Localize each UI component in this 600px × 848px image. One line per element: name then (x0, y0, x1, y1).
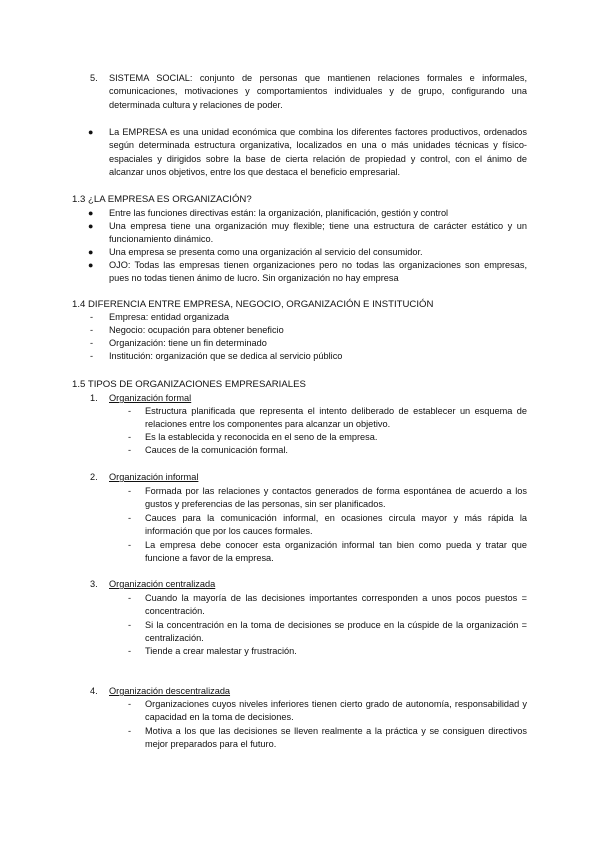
s13-item-4: OJO: Todas las empresas tienen organizaciones pero no todas las organizaciones son empresas, pues no todas tienen ánimo de lucro. Sin organización no hay empresa (109, 260, 527, 284)
t3-dash-3: - (128, 646, 132, 656)
t1-point-3: Cauces de la comunicación formal. (145, 445, 288, 455)
type-4-name: Organización descentralizada (109, 686, 231, 696)
s14-item-3: Organización: tiene un fin determinado (109, 338, 267, 348)
type-3-name: Organización centralizada (109, 579, 216, 589)
empresa-bullet-marker: ● (88, 127, 94, 137)
t2-point-1: Formada por las relaciones y contactos generados de forma espontánea de acuerdo a los gustos y preferencias de las personas, sin ser planificados. (145, 486, 527, 510)
type-2-name: Organización informal (109, 472, 199, 482)
s14-item-1: Empresa: entidad organizada (109, 312, 230, 322)
t3-point-3: Tiende a crear malestar y frustración. (145, 646, 297, 656)
type-3-number: 3. (90, 579, 98, 589)
t3-point-1: Cuando la mayoría de las decisiones importantes corresponden a unos pocos puestos = concentración. (145, 593, 527, 617)
s13-bullet-1: ● (88, 208, 94, 218)
t2-dash-3: - (128, 540, 132, 550)
t4-dash-2: - (128, 726, 132, 736)
t4-point-2: Motiva a los que las decisiones se lleven realmente a la práctica y se consiguen directivos mejor preparados para el futuro. (145, 726, 527, 750)
t1-point-2: Es la establecida y reconocida en el seno de la empresa. (145, 432, 378, 442)
s13-bullet-3: ● (88, 247, 94, 257)
t3-point-2: Si la concentración en la toma de decisiones se produce en la cúspide de la organización = centralización. (145, 620, 527, 644)
type-4-number: 4. (90, 686, 98, 696)
section-1-4-title: 1.4 DIFERENCIA ENTRE EMPRESA, NEGOCIO, ORGANIZACIÓN E INSTITUCIÓN (72, 299, 434, 310)
t2-dash-1: - (128, 486, 132, 496)
s14-item-4: Institución: organización que se dedica al servicio público (109, 351, 343, 361)
s13-bullet-4: ● (88, 260, 94, 270)
t3-dash-1: - (128, 593, 132, 603)
t4-dash-1: - (128, 699, 132, 709)
s13-item-2: Una empresa tiene una organización muy flexible; tiene una estructura de carácter estático y un funcionamiento dinámico. (109, 221, 527, 245)
type-1-name: Organización formal (109, 393, 192, 403)
t1-point-1: Estructura planificada que representa el intento deliberado de establecer un esquema de relaciones entre los componentes para alcanzar un objetivo. (145, 406, 527, 430)
t4-point-1: Organizaciones cuyos niveles inferiores tienen cierto grado de autonomía, responsabilidad y capacidad en la toma de decisiones. (145, 699, 527, 723)
s14-dash-4: - (90, 351, 94, 361)
s14-dash-1: - (90, 312, 94, 322)
t3-dash-2: - (128, 620, 132, 630)
item-5-number: 5. (90, 73, 98, 83)
s14-item-2: Negocio: ocupación para obtener beneficio (109, 325, 284, 335)
s13-bullet-2: ● (88, 221, 94, 231)
t2-point-2: Cauces para la comunicación informal, en ocasiones circula mayor y más rápida la información que por los cauces formales. (145, 513, 527, 537)
s13-item-3: Una empresa se presenta como una organización al servicio del consumidor. (109, 247, 423, 257)
empresa-definition: La EMPRESA es una unidad económica que combina los diferentes factores productivos, ordenados según determinada estructura organizativa, localizados en una o más unidades técnicas y físico-espaciales y dirigidos sobre la base de cierta relación de propiedad y control, con el ánimo de alcanzar unos objetivos, entre los que destaca el beneficio empresarial. (109, 127, 527, 177)
section-1-3-title: 1.3 ¿LA EMPRESA ES ORGANIZACIÓN? (72, 194, 252, 205)
item-5-text: SISTEMA SOCIAL: conjunto de personas que mantienen relaciones formales e informales, comunicaciones, motivaciones y comportamientos individuales y de grupo, configurando una determinada cultura y relaciones de poder. (109, 73, 527, 110)
s13-item-1: Entre las funciones directivas están: la organización, planificación, gestión y control (109, 208, 449, 218)
t1-dash-1: - (128, 406, 132, 416)
s14-dash-3: - (90, 338, 94, 348)
type-2-number: 2. (90, 472, 98, 482)
t2-point-3: La empresa debe conocer esta organización informal tan bien como pueda y tratar que funcione a favor de la empresa. (145, 540, 527, 564)
t2-dash-2: - (128, 513, 132, 523)
type-1-number: 1. (90, 393, 98, 403)
t1-dash-3: - (128, 445, 132, 455)
section-1-5-title: 1.5 TIPOS DE ORGANIZACIONES EMPRESARIALES (72, 379, 306, 390)
t1-dash-2: - (128, 432, 132, 442)
s14-dash-2: - (90, 325, 94, 335)
